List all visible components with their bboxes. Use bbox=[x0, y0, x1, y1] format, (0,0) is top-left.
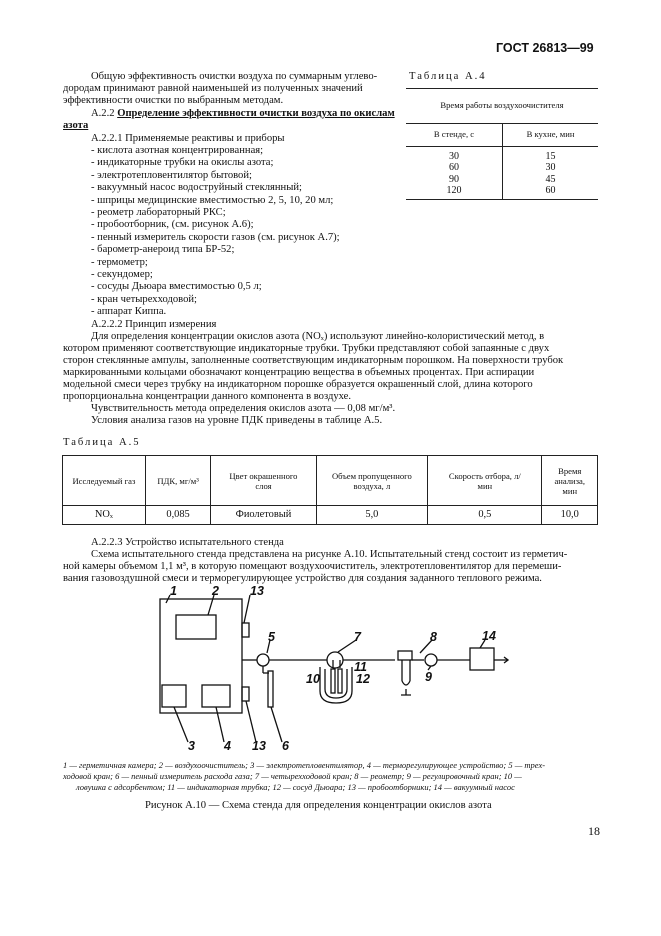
reagent-item: - кран четырехходовой; bbox=[91, 293, 197, 305]
reagent-item: - термометр; bbox=[91, 256, 148, 268]
reagent-item: - электротепловентилятор бытовой; bbox=[91, 169, 252, 181]
table-cell: 30 bbox=[406, 147, 503, 163]
table-cell: 30 bbox=[545, 162, 556, 174]
diagram-label: 3 bbox=[188, 739, 195, 753]
table-cell: 10,0 bbox=[542, 506, 598, 525]
diagram-label: 10 bbox=[306, 672, 320, 686]
intro-line-1: Общую эффективность очистки воздуха по суммарным углево- bbox=[91, 71, 378, 82]
table-row bbox=[406, 185, 598, 199]
document-header: ГОСТ 26813—99 bbox=[496, 41, 594, 55]
table-a5-header: Исследуемый газ bbox=[63, 456, 146, 506]
reagent-item: - пробоотборник, (см. рисунок А.6); bbox=[91, 219, 254, 231]
stand-diagram bbox=[140, 585, 520, 755]
diagram-label: 1 bbox=[170, 585, 177, 598]
diagram-label: 6 bbox=[282, 739, 289, 753]
table-a5-header: Время анализа, мин bbox=[542, 456, 598, 506]
legend-line-2: ходовой кран; 6 — пенный измеритель расхода газа; 7 — четырехходовой кран; 8 — реометр; 9 — регулировочный кран; 10 — bbox=[63, 771, 522, 781]
table-a5 bbox=[62, 455, 598, 525]
table-cell: Фиолетовый bbox=[211, 506, 316, 525]
principle-line-6: пропорциональна концентрации данного компонента в воздухе. bbox=[63, 391, 352, 402]
table-cell: NOₓ bbox=[63, 506, 146, 525]
diagram-label: 13 bbox=[252, 739, 266, 753]
legend-line-1: 1 — герметичная камера; 2 — воздухоочиститель; 3 — электротепловентилятор, 4 — терморегулирующее устройство; 5 — трех- bbox=[63, 760, 546, 770]
intro-line-3: эффективности очистки по выбранным методам. bbox=[63, 95, 284, 106]
stand-line-1: Схема испытательного стенда представлена на рисунке А.10. Испытательный стенд состоит из герметич- bbox=[91, 549, 568, 560]
section-a223-title: А.2.2.3 Устройство испытательного стенда bbox=[91, 537, 284, 548]
table-a5-header: Объем пропущенного воздуха, л bbox=[316, 456, 428, 506]
principle-line-3: сторон стеклянные ампулы, заполненные соответствующим индикаторным порошком. На поверхности трубок bbox=[63, 355, 564, 366]
principle-line-4: маркированными кольцами обозначают концентрацию вещества в объемных процентах. При аспирации bbox=[63, 367, 535, 378]
section-a22-num: А.2.2 bbox=[91, 108, 115, 119]
table-cell: 60 bbox=[545, 185, 556, 197]
stand-line-2: ной камеры объемом 1,1 м³, в которую помещают воздухоочиститель, электротепловентилятор для перемеши- bbox=[63, 561, 562, 572]
table-a4-col2-header: В кухне, мин bbox=[526, 129, 575, 140]
table-row bbox=[406, 174, 598, 185]
diagram-label: 11 bbox=[354, 660, 367, 674]
table-a4-col1-header: В стенде, с bbox=[406, 124, 503, 147]
diagram-label: 7 bbox=[354, 630, 361, 644]
diagram-label: 2 bbox=[212, 585, 219, 598]
page-number: 18 bbox=[588, 824, 600, 838]
table-a4-top-header: Время работы воздухоочистителя bbox=[440, 100, 564, 111]
table-a5-caption: Таблица А.5 bbox=[63, 437, 141, 448]
principle-line-5: модельной смеси через трубку на индикаторном порошке образуется окрашенный слой, длина которого bbox=[63, 379, 533, 390]
section-a22-title bbox=[91, 108, 395, 120]
reagent-item: - аппарат Киппа. bbox=[91, 306, 167, 318]
table-cell: 60 bbox=[406, 162, 503, 173]
conditions-text: Условия анализа газов на уровне ПДК приведены в таблице А.5. bbox=[91, 415, 383, 426]
table-cell: 45 bbox=[545, 173, 556, 185]
table-row bbox=[406, 147, 598, 163]
table-row bbox=[63, 506, 598, 525]
diagram-label: 13 bbox=[250, 585, 264, 598]
diagram-label: 4 bbox=[224, 739, 231, 753]
table-a5-header: Скорость отбора, л/мин bbox=[428, 456, 542, 506]
table-a4 bbox=[406, 88, 598, 200]
principle-line-1: Для определения концентрации окислов азота (NOₓ) используют линейно-колористический метод, в bbox=[91, 331, 545, 342]
diagram-label: 9 bbox=[425, 670, 432, 684]
diagram-label: 5 bbox=[268, 630, 275, 644]
section-a22-heading: Определение эффективности очистки воздуха по окислам bbox=[117, 108, 395, 119]
table-a4-caption: Таблица А.4 bbox=[409, 71, 487, 82]
table-cell: 0,085 bbox=[145, 506, 211, 525]
reagents-list bbox=[91, 145, 340, 319]
reagent-item: - барометр-анероид типа БР-52; bbox=[91, 244, 235, 256]
figure-caption: Рисунок А.10 — Схема стенда для определения концентрации окислов азота bbox=[145, 800, 492, 811]
section-a22-heading-2: азота bbox=[63, 120, 89, 131]
section-a222-title: А.2.2.2 Принцип измерения bbox=[91, 319, 217, 330]
diagram-label: 8 bbox=[430, 630, 437, 644]
reagent-item: - пенный измеритель скорости газов (см. рисунок А.7); bbox=[91, 231, 340, 243]
diagram-label: 12 bbox=[356, 672, 370, 686]
diagram-label: 14 bbox=[482, 629, 496, 643]
sensitivity-text: Чувствительность метода определения окислов азота — 0,08 мг/м³. bbox=[91, 403, 396, 414]
reagent-item: - шприцы медицинские вместимостью 2, 5, 10, 20 мл; bbox=[91, 194, 334, 206]
stand-line-3: вания газовоздушной смеси и терморегулирующее устройство для создания заданного теплового режима. bbox=[63, 573, 542, 584]
legend-line-3: ловушка с адсорбентом; 11 — индикаторная трубка; 12 — сосуд Дьюара; 13 — пробоотборники; 14 — вакуумный насос bbox=[76, 782, 515, 792]
principle-line-2: котором применяют соответствующие индикаторные трубки. Трубки представляют собой запаянные с двух bbox=[63, 343, 550, 354]
reagent-item: - реометр лабораторный РКС; bbox=[91, 207, 226, 219]
table-cell: 120 bbox=[406, 185, 503, 199]
table-a5-header: ПДК, мг/м³ bbox=[145, 456, 211, 506]
table-cell: 15 bbox=[545, 151, 556, 162]
table-cell: 90 bbox=[406, 174, 503, 185]
reagent-item: - кислота азотная концентрированная; bbox=[91, 145, 264, 156]
table-cell: 5,0 bbox=[316, 506, 428, 525]
reagent-item: - вакуумный насос водоструйный стеклянный; bbox=[91, 182, 302, 194]
reagent-item: - индикаторные трубки на окислы азота; bbox=[91, 157, 274, 169]
table-a5-header: Цвет окрашенного слоя bbox=[211, 456, 316, 506]
table-cell: 0,5 bbox=[428, 506, 542, 525]
intro-line-2: дородам принимают равной наименьшей из полученных значений bbox=[63, 83, 363, 94]
section-a221-title: А.2.2.1 Применяемые реактивы и приборы bbox=[91, 133, 285, 144]
reagent-item: - секундомер; bbox=[91, 269, 153, 281]
table-row bbox=[406, 162, 598, 173]
reagent-item: - сосуды Дьюара вместимостью 0,5 л; bbox=[91, 281, 262, 293]
